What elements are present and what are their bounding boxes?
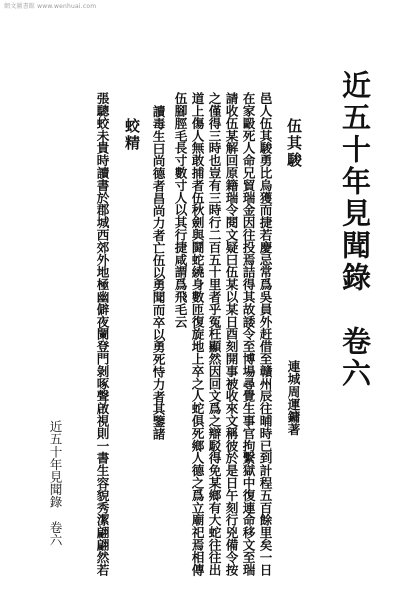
paragraph-line: 在家毆死人命兄貿瑞金因往投焉詰得其故諉令至博場尋覺生事官拘繫獄中復連命移文至瑞	[240, 92, 256, 576]
page-footer: 近五十年見聞錄 卷六	[47, 420, 63, 546]
section-heading-jiaojing: 蛟精	[123, 118, 141, 152]
section-heading-wu-qijun: 伍其駿	[285, 118, 303, 169]
page-title: 近五十年見聞錄 卷六	[338, 70, 372, 390]
paragraph-line: 張驄蛟未貴時讀書於郡城西郊外地極幽僻夜闌登門剝啄聲啟視則一書生容貌秀潔翩翩然若	[94, 92, 110, 576]
paragraph-line: 請收伍某解回原籍瑞令閱文疑曰伍某以某日酉刻開事被收來文稱彼於是日午刻行兇備令按	[223, 92, 239, 576]
paragraph-line: 邑人伍其駿勇比烏獲而捷若慶忌常爲吳員外赶借至贛州辰往晡時已到計程五百餘里矣一日	[257, 92, 273, 576]
watermark: 網文圖書館 www.wenhuai.com	[4, 3, 97, 10]
paragraph-line: 之僅得三時也豈有三時行二百五十里者乎冤枉顯然因回文爲之辯駁得免某鄉有大蛇往往出	[206, 92, 222, 576]
paragraph-line: 道上傷人無敢捕者伍秋劍與鬪蛇繞身數匝復旋地上卒之人蛇俱死鄉人德之爲立廟祀焉相傳	[189, 92, 205, 576]
commentary-line: 讀毒生曰尚德者昌尚力者亡伍以勇聞而卒以勇死恃力者其鑒諸	[150, 105, 166, 440]
paragraph-line: 伍腳脛毛長寸數寸人以其行捷咸謂爲飛毛云	[172, 92, 188, 328]
author-line: 連城周運鏞著	[285, 360, 301, 436]
